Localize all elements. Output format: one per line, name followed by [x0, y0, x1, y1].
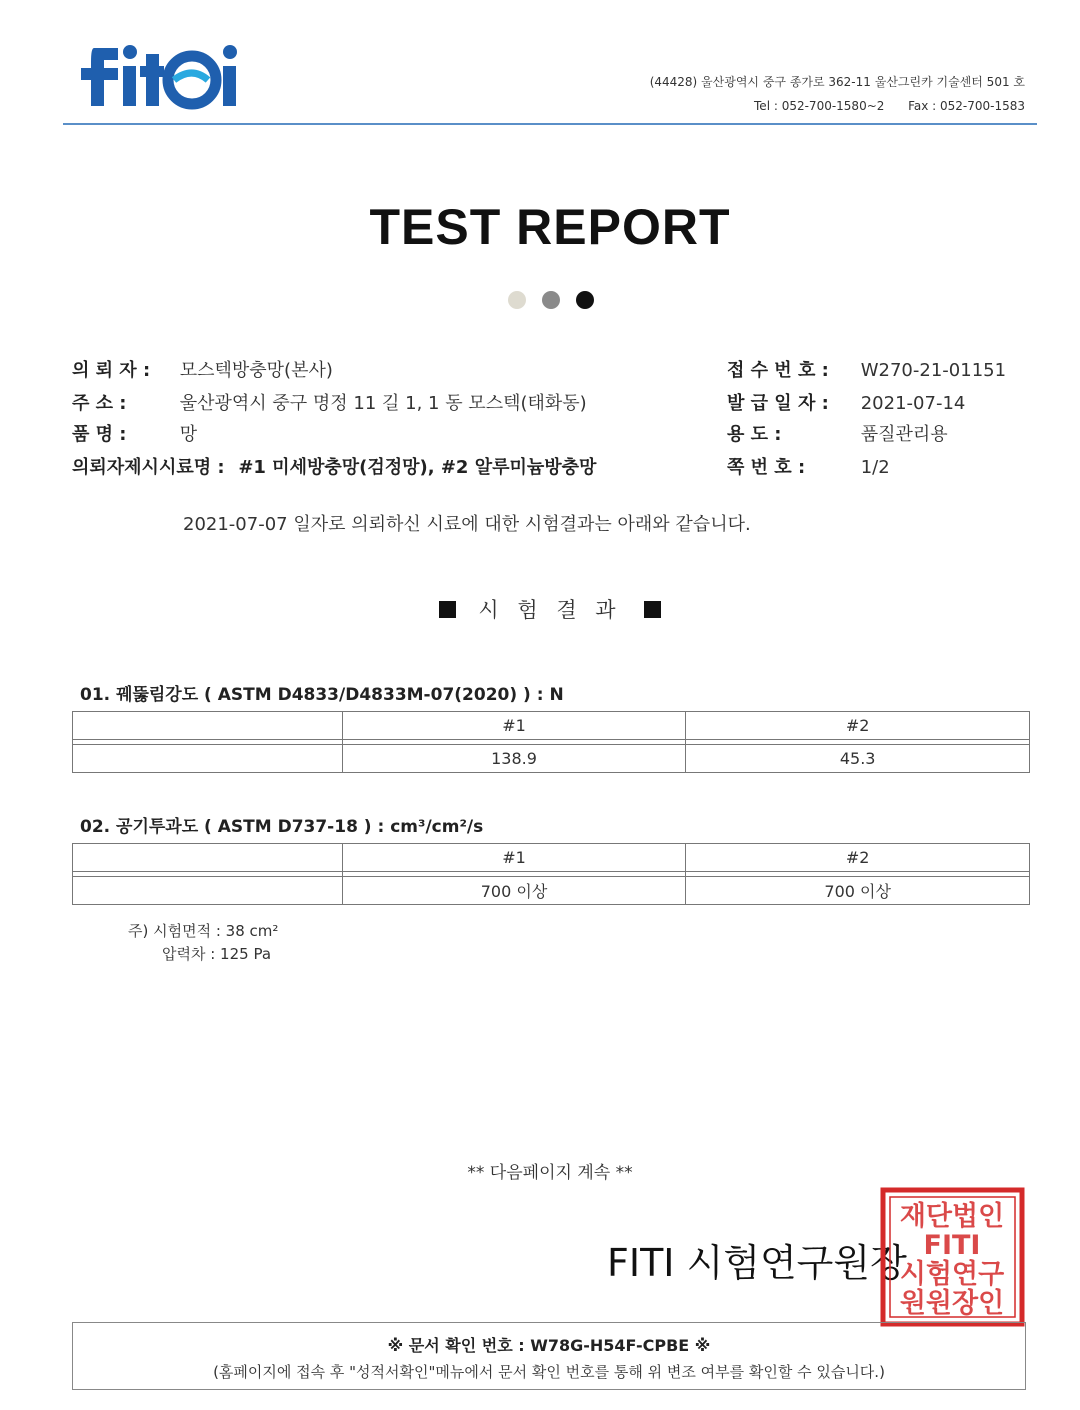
info-client — [72, 356, 333, 382]
info-receipt — [727, 356, 1006, 382]
info-issue-date — [727, 389, 965, 415]
issue-label: 발 급 일 자 : — [727, 393, 829, 414]
note-test-area: 주) 시험면적 : 38 cm² — [128, 922, 279, 940]
receipt-value: W270-21-01151 — [860, 360, 1007, 381]
info-purpose — [727, 420, 948, 446]
table-header-row — [73, 844, 1030, 872]
issue-value: 2021-07-14 — [860, 393, 966, 414]
table-row — [73, 745, 1030, 773]
value-cell: 45.3 — [686, 745, 1030, 773]
svg-text:재단법인: 재단법인 — [899, 1201, 1005, 1232]
sample-label: 의뢰자제시시료명 : — [72, 457, 225, 478]
header-fax: Fax : 052-700-1583 — [908, 99, 1025, 113]
header-phone — [650, 94, 1025, 118]
info-product — [72, 420, 197, 446]
client-value: 모스텍방충망(본사) — [179, 360, 333, 381]
svg-text:시험연구: 시험연구 — [899, 1259, 1005, 1290]
decor-dot-gray — [542, 291, 560, 309]
test-2-label: 02. 공기투과도 ( ASTM D737-18 ) : cm³/cm²/s — [80, 817, 484, 837]
info-sample — [72, 453, 596, 479]
client-label: 의 뢰 자 : — [72, 360, 151, 381]
header-tel: Tel : 052-700-1580~2 — [754, 99, 885, 113]
test-2-table — [72, 843, 1030, 905]
fiti-logo — [72, 40, 247, 112]
info-page — [727, 453, 890, 479]
value-cell: 700 이상 — [686, 877, 1030, 905]
sample-value: #1 미세방충망(검정망), #2 알루미늄방충망 — [238, 457, 597, 478]
note-pressure: 압력차 : 125 Pa — [162, 945, 272, 963]
product-value: 망 — [179, 424, 198, 445]
value-cell: 700 이상 — [342, 877, 686, 905]
header-cell: #2 — [686, 844, 1030, 872]
square-bullet-icon — [439, 601, 456, 618]
page-value: 1/2 — [860, 457, 890, 478]
address-label: 주 소 : — [72, 393, 127, 414]
signature-text: FITI 시험연구원장 — [607, 1241, 907, 1285]
header-cell — [73, 712, 343, 740]
verification-instructions: (홈페이지에 접속 후 "성적서확인"메뉴에서 문서 확인 번호를 통해 위 변조 여부를 확인할 수 있습니다.) — [213, 1363, 885, 1381]
receipt-label: 접 수 번 호 : — [727, 360, 829, 381]
header-cell: #1 — [342, 844, 686, 872]
product-label: 품 명 : — [72, 424, 127, 445]
svg-text:FITI: FITI — [923, 1230, 981, 1261]
header-cell — [73, 844, 343, 872]
document-verification-box — [72, 1322, 1026, 1390]
continue-notice: ** 다음페이지 계속 ** — [467, 1163, 633, 1183]
table-header-row — [73, 712, 1030, 740]
official-seal-stamp — [880, 1187, 1025, 1327]
info-address — [72, 389, 587, 415]
address-value: 울산광역시 중구 명정 11 길 1, 1 동 모스텍(태화동) — [179, 393, 587, 414]
page-title: TEST REPORT — [369, 199, 731, 255]
table-row — [73, 877, 1030, 905]
purpose-value: 품질관리용 — [860, 424, 948, 445]
square-bullet-icon — [644, 601, 661, 618]
value-cell — [73, 877, 343, 905]
intro-text: 2021-07-07 일자로 의뢰하신 시료에 대한 시험결과는 아래와 같습니다. — [183, 514, 751, 535]
verification-number: ※ 문서 확인 번호 : W78G-H54F-CPBE ※ — [387, 1336, 711, 1355]
header-cell: #1 — [342, 712, 686, 740]
section-title: 시 험 결 과 — [478, 598, 622, 622]
test-1-table — [72, 711, 1030, 773]
decor-dot-light — [508, 291, 526, 309]
header-address-block — [650, 70, 1025, 118]
svg-text:원원장인: 원원장인 — [899, 1288, 1005, 1319]
decor-dot-dark — [576, 291, 594, 309]
header-address: (44428) 울산광역시 중구 종가로 362-11 울산그린카 기술센터 501 호 — [649, 75, 1025, 89]
header-divider — [63, 123, 1037, 125]
page-label: 쪽 번 호 : — [727, 457, 806, 478]
value-cell — [73, 745, 343, 773]
value-cell: 138.9 — [342, 745, 686, 773]
test-1-label: 01. 꿰뚫림강도 ( ASTM D4833/D4833M-07(2020) ) : N — [80, 685, 564, 705]
header-cell: #2 — [686, 712, 1030, 740]
section-header — [0, 594, 1080, 624]
purpose-label: 용 도 : — [727, 424, 782, 445]
